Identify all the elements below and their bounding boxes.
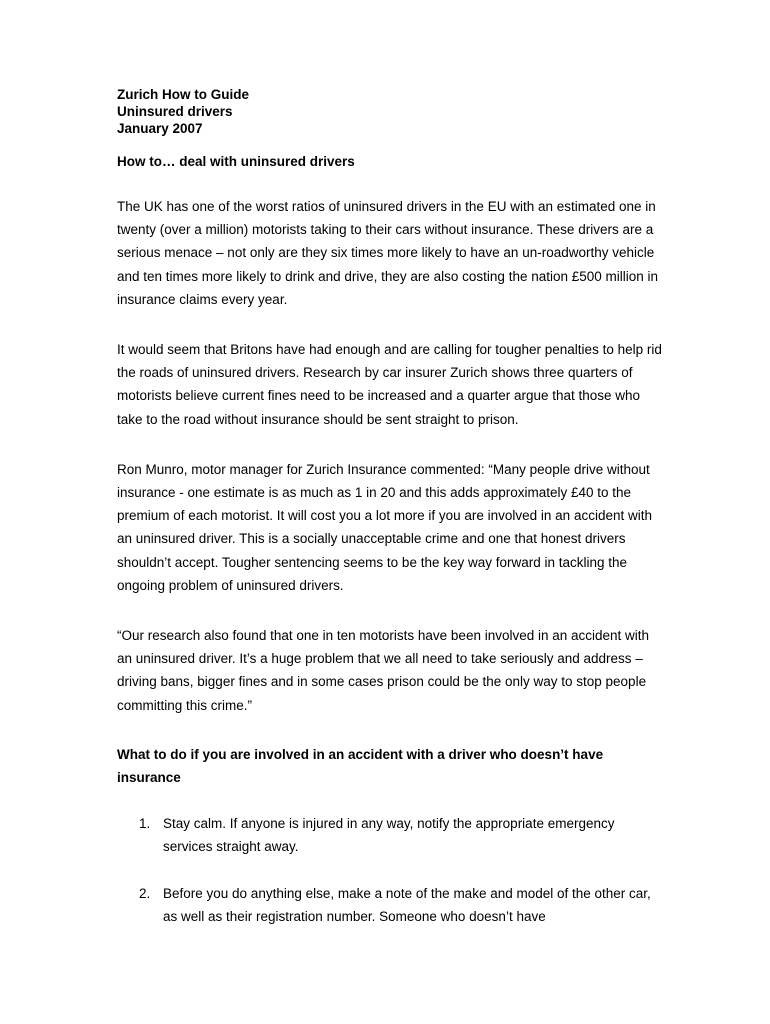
document-page: [117, 86, 662, 951]
list-item-number: 2.: [139, 885, 151, 901]
list-item-number: 1.: [139, 816, 151, 832]
list-item-text: Before you do anything else, make a note of the make and model of the other car, as well as their registration number. Someone who doesn’t have: [163, 885, 651, 924]
guide-topic: Uninsured drivers: [117, 104, 233, 119]
paragraph-4: “Our research also found that one in ten motorists have been involved in an accident with an uninsured driver. It’s a huge problem that we all need to take seriously and address – driving bans, bigger fines and in some cases prison could be the only way to stop people committing this crime.”: [117, 628, 650, 713]
paragraph-3: Ron Munro, motor manager for Zurich Insurance commented: “Many people drive without insurance - one estimate is as much as 1 in 20 and this adds approximately £40 to the premium of each motorist. It will cost you a lot more if you are involved in an accident with an uninsured driver. This is a socially unacceptable crime and one that honest drivers shouldn’t accept. Tougher sentencing seems to be the key way forward in tackling the ongoing problem of uninsured drivers.: [117, 461, 652, 593]
page-title: How to… deal with uninsured drivers: [117, 154, 355, 169]
list-item-text: Stay calm. If anyone is injured in any way, notify the appropriate emergency services straight away.: [163, 816, 615, 855]
guide-date: January 2007: [117, 121, 203, 136]
section-heading: What to do if you are involved in an accident with a driver who doesn’t have insurance: [117, 746, 604, 786]
steps-list: [117, 812, 662, 928]
list-item: [117, 882, 662, 928]
paragraph-2: It would seem that Britons have had enough and are calling for tougher penalties to help rid the roads of uninsured drivers. Research by car insurer Zurich shows three quarters of motorists believe current fines need to be increased and a quarter argue that those who take to the road without insurance should be sent straight to prison.: [117, 342, 662, 427]
guide-title: Zurich How to Guide: [117, 87, 249, 102]
list-item: [117, 812, 662, 858]
paragraph-1: The UK has one of the worst ratios of uninsured drivers in the EU with an estimated one in twenty (over a million) motorists taking to their cars without insurance. These drivers are a serious menace – not only are they six times more likely to have an un-roadworthy vehicle and ten times more likely to drink and drive, they are also costing the nation £500 million in insurance claims every year.: [117, 199, 659, 307]
